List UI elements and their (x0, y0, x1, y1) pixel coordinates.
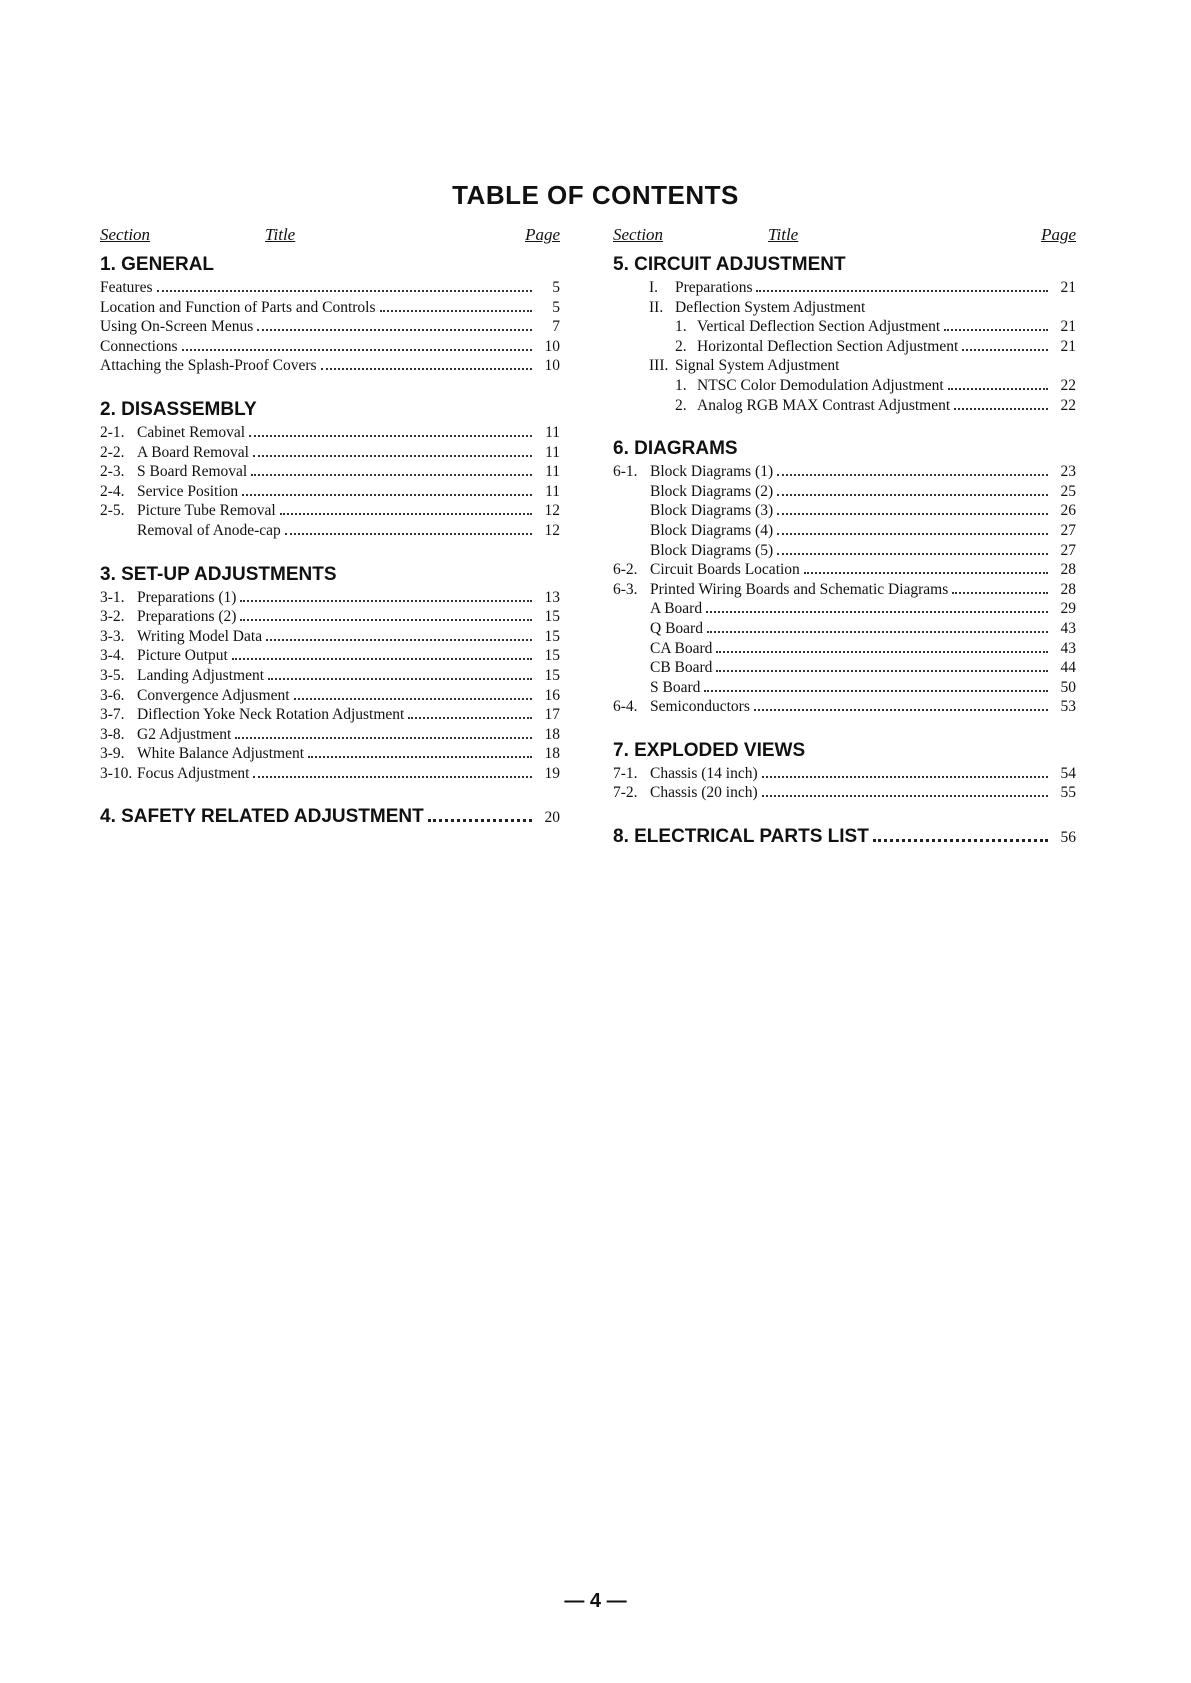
dot-leader (266, 639, 532, 641)
toc-entry[interactable]: Connections 10 (100, 337, 560, 355)
dot-leader (762, 795, 1048, 797)
dot-leader (704, 690, 1048, 692)
section-disassembly (100, 396, 560, 541)
toc-entry[interactable]: Location and Function of Parts and Controls 5 (100, 298, 560, 316)
toc-entry[interactable]: 2-4. Service Position 11 (100, 482, 560, 500)
dot-leader (380, 310, 532, 312)
dot-leader (408, 717, 532, 719)
toc-entry[interactable]: S Board 50 (650, 678, 1076, 696)
dot-leader (804, 572, 1048, 574)
toc-entry[interactable]: 2. Horizontal Deflection Section Adjustment 21 (675, 337, 1076, 355)
toc-entry[interactable]: 7-2. Chassis (20 inch) 55 (613, 784, 1076, 802)
toc-entry[interactable]: 7-1. Chassis (14 inch) 54 (613, 764, 1076, 782)
toc-entry[interactable]: 2-2. A Board Removal 11 (100, 443, 560, 461)
page-title: TABLE OF CONTENTS (452, 180, 739, 210)
toc-entry[interactable]: 3-3. Writing Model Data 15 (100, 627, 560, 645)
section-title: 4. SAFETY RELATED ADJUSTMENT (100, 806, 424, 828)
section-setup-adjustments (100, 561, 560, 784)
toc-entry[interactable]: Removal of Anode-cap 12 (137, 521, 560, 539)
toc-entry[interactable]: II. Deflection System Adjustment (649, 298, 866, 316)
dot-leader (952, 592, 1048, 594)
toc-entry[interactable]: 3-8. G2 Adjustment 18 (100, 725, 560, 743)
dot-leader (240, 600, 532, 602)
toc-right-column (613, 225, 1076, 851)
toc-entry[interactable]: CB Board 44 (650, 659, 1076, 677)
dot-leader (232, 658, 532, 660)
dot-leader (253, 455, 532, 457)
toc-entry[interactable]: 6-2. Circuit Boards Location 28 (613, 561, 1076, 579)
section-safety-related-adjustment[interactable]: 4. SAFETY RELATED ADJUSTMENT 20 (100, 803, 560, 831)
toc-entry[interactable]: 6-4. Semiconductors 53 (613, 698, 1076, 716)
dot-leader (707, 631, 1048, 633)
header-title: Title (265, 225, 296, 244)
dot-leader (251, 474, 532, 476)
dot-leader (308, 756, 532, 758)
header-page: Page (525, 225, 560, 244)
toc-entry[interactable]: Block Diagrams (2) 25 (650, 482, 1076, 500)
section-title: 7. EXPLODED VIEWS (613, 739, 806, 761)
dot-leader (706, 611, 1048, 613)
toc-entry[interactable]: 1. Vertical Deflection Section Adjustment 21 (675, 318, 1076, 336)
dot-leader (294, 698, 532, 700)
page-number: — 4 — (564, 1590, 627, 1612)
section-diagrams (613, 435, 1076, 717)
toc-entry[interactable]: 1. NTSC Color Demodulation Adjustment 22 (675, 376, 1076, 394)
column-header (613, 225, 1076, 249)
toc-entry[interactable]: A Board 29 (650, 600, 1076, 618)
section-title: 2. DISASSEMBLY (100, 398, 257, 420)
dot-leader (777, 474, 1048, 476)
toc-entry[interactable]: Block Diagrams (5) 27 (650, 541, 1076, 559)
column-header (100, 225, 560, 249)
section-title: 8. ELECTRICAL PARTS LIST (613, 826, 869, 848)
dot-leader (242, 494, 532, 496)
toc-entry[interactable]: 2-3. S Board Removal 11 (100, 463, 560, 481)
toc-entry[interactable]: 2. Analog RGB MAX Contrast Adjustment 22 (675, 396, 1076, 414)
toc-entry[interactable]: 3-6. Convergence Adjusment 16 (100, 686, 560, 704)
dot-leader (253, 776, 532, 778)
dot-leader (777, 533, 1048, 535)
dot-leader (716, 651, 1048, 653)
toc-entry[interactable]: Block Diagrams (3) 26 (650, 502, 1076, 520)
dot-leader (954, 408, 1048, 410)
dot-leader (777, 553, 1048, 555)
toc-entry[interactable]: 6-1. Block Diagrams (1) 23 (613, 463, 1076, 481)
toc-entry[interactable]: Block Diagrams (4) 27 (650, 521, 1076, 539)
section-circuit-adjustment (613, 251, 1076, 415)
toc-entry[interactable]: 3-4. Picture Output 15 (100, 647, 560, 665)
dot-leader (756, 290, 1048, 292)
toc-entry[interactable]: 6-3. Printed Wiring Boards and Schematic Diagrams 28 (613, 580, 1076, 598)
toc-entry[interactable]: 3-10. Focus Adjustment 19 (100, 764, 560, 782)
dot-leader (754, 709, 1048, 711)
dot-leader (321, 368, 532, 370)
toc-entry[interactable]: 3-7. Diflection Yoke Neck Rotation Adjustment 17 (100, 706, 560, 724)
section-exploded-views (613, 737, 1076, 803)
dot-leader (777, 513, 1048, 515)
toc-entry[interactable]: 3-9. White Balance Adjustment 18 (100, 745, 560, 763)
toc-entry[interactable]: Attaching the Splash-Proof Covers 10 (100, 357, 560, 375)
section-electrical-parts-list[interactable]: 8. ELECTRICAL PARTS LIST 56 (613, 823, 1076, 851)
toc-entry[interactable]: 3-2. Preparations (2) 15 (100, 608, 560, 626)
dot-leader (285, 533, 532, 535)
section-title: 5. CIRCUIT ADJUSTMENT (613, 254, 846, 275)
dot-leader (948, 388, 1048, 390)
toc-entry[interactable]: III. Signal System Adjustment (649, 357, 840, 375)
dot-leader (716, 670, 1048, 672)
header-section: Section (100, 225, 151, 244)
dot-leader (182, 349, 533, 351)
section-title: 6. DIAGRAMS (613, 438, 738, 460)
toc-entry[interactable]: 3-1. Preparations (1) 13 (100, 588, 560, 606)
toc-entry[interactable]: Using On-Screen Menus 7 (100, 318, 560, 336)
header-title: Title (768, 225, 799, 244)
header-page: Page (1041, 225, 1076, 244)
section-title: 3. SET-UP ADJUSTMENTS (100, 563, 337, 585)
section-title: 1. GENERAL (100, 254, 215, 275)
dot-leader (777, 494, 1048, 496)
toc-entry[interactable]: 3-5. Landing Adjustment 15 (100, 666, 560, 684)
toc-entry[interactable]: I. Preparations 21 (649, 279, 1076, 296)
toc-entry[interactable]: 2-5. Picture Tube Removal 12 (100, 502, 560, 520)
section-general (100, 251, 560, 376)
dot-leader (249, 435, 532, 437)
dot-leader (962, 349, 1048, 351)
dot-leader (235, 737, 532, 739)
header-section: Section (613, 225, 664, 244)
toc-entry[interactable]: Features 5 (100, 279, 560, 296)
dot-leader (944, 329, 1048, 331)
dot-leader (257, 329, 532, 331)
toc-entry[interactable]: CA Board 43 (650, 639, 1076, 657)
dot-leader (762, 776, 1048, 778)
dot-leader (873, 839, 1048, 842)
toc-entry[interactable]: Q Board 43 (650, 619, 1076, 637)
dot-leader (157, 290, 532, 292)
toc-left-column (100, 225, 560, 831)
toc-entry[interactable]: 2-1. Cabinet Removal 11 (100, 423, 560, 441)
dot-leader (280, 513, 532, 515)
dot-leader (428, 819, 532, 822)
dot-leader (240, 619, 532, 621)
dot-leader (268, 678, 532, 680)
